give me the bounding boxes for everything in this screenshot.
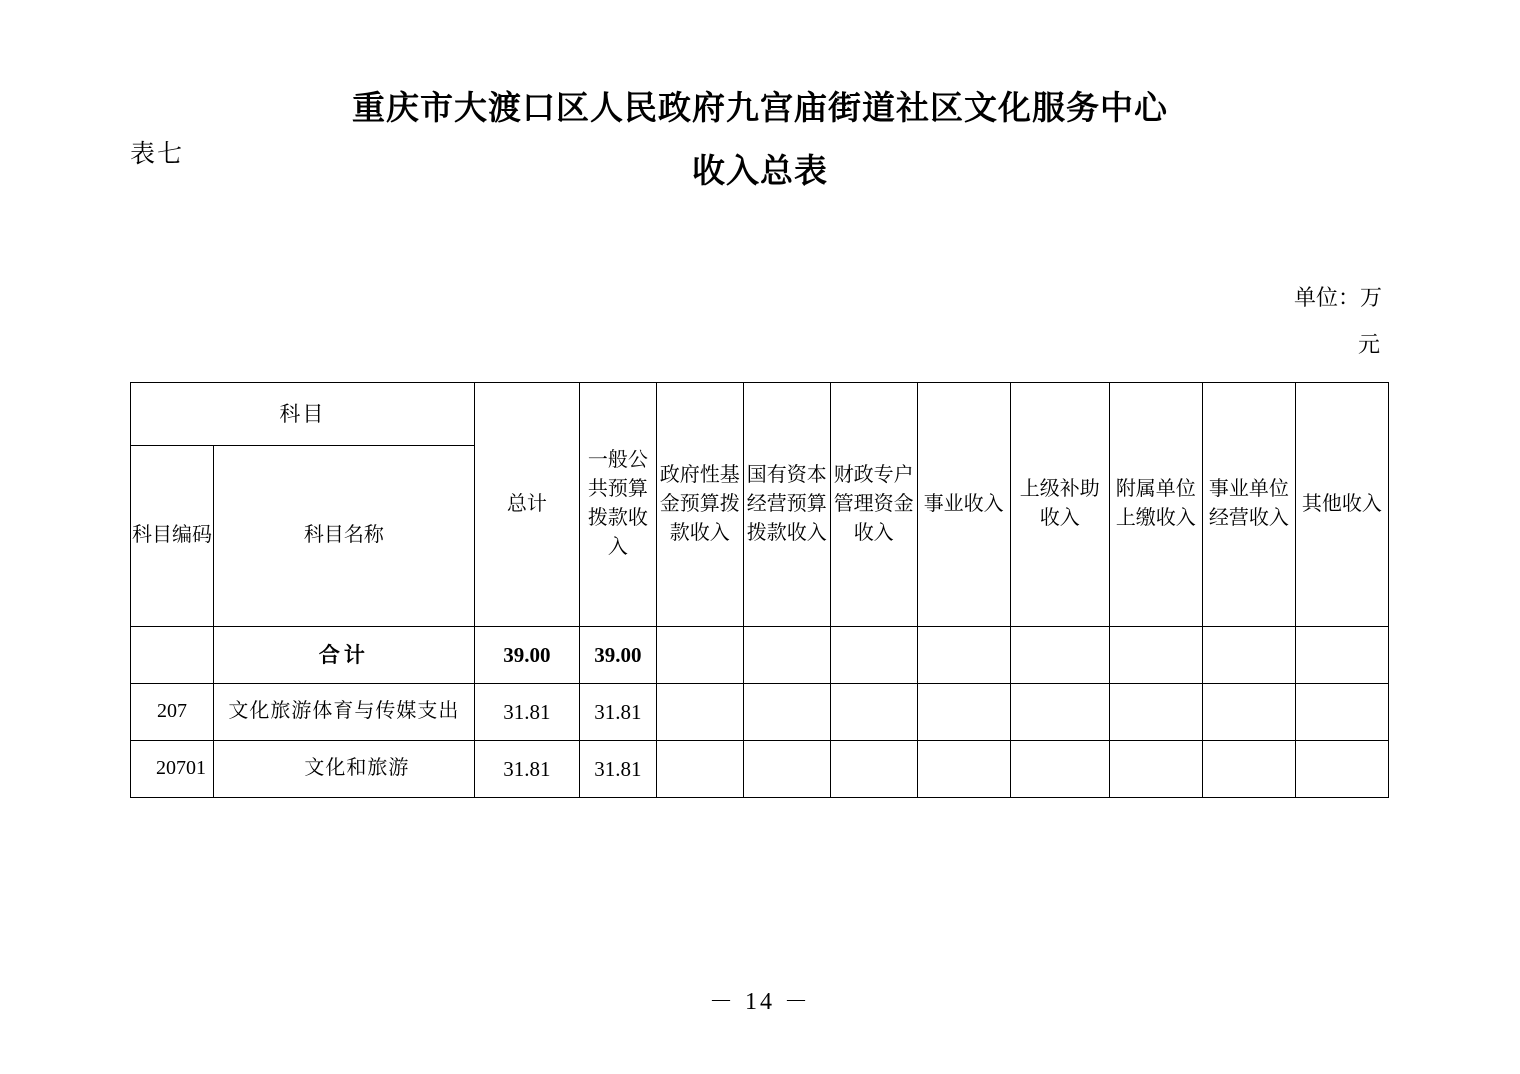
table-label: 表七 xyxy=(130,141,185,168)
header-affiliated-payment: 附属单位上缴收入 xyxy=(1109,382,1202,626)
page-number: － 14 － xyxy=(709,989,811,1015)
row-code: 20701 xyxy=(131,740,214,797)
table-header-row-1 xyxy=(131,382,1389,445)
row-code xyxy=(131,626,214,683)
row-special-account xyxy=(830,740,917,797)
header-gov-fund: 政府性基金预算拨款收入 xyxy=(656,382,743,626)
row-general-budget: 31.81 xyxy=(579,740,656,797)
header-superior-subsidy: 上级补助收入 xyxy=(1010,382,1109,626)
row-institution-income xyxy=(917,683,1010,740)
row-other-income xyxy=(1295,740,1388,797)
unit-note-line-1: 单位：万 xyxy=(1293,285,1382,311)
row-state-capital xyxy=(743,740,830,797)
row-total: 31.81 xyxy=(474,683,579,740)
header-institution-income: 事业收入 xyxy=(917,382,1010,626)
header-other-income: 其他收入 xyxy=(1295,382,1388,626)
row-name: 合计 xyxy=(213,626,474,683)
page-title xyxy=(130,0,1390,203)
row-other-income xyxy=(1295,683,1388,740)
row-superior-subsidy xyxy=(1010,683,1109,740)
title-line-2: 收入总表 xyxy=(692,153,828,190)
row-gov-fund xyxy=(656,683,743,740)
row-institution-business xyxy=(1202,626,1295,683)
row-gov-fund xyxy=(656,740,743,797)
header-name: 科目名称 xyxy=(213,445,474,626)
unit-note-line-2: 元 xyxy=(1357,331,1380,357)
row-superior-subsidy xyxy=(1010,626,1109,683)
income-summary-table xyxy=(130,382,1389,798)
table-row xyxy=(131,740,1389,797)
row-superior-subsidy xyxy=(1010,740,1109,797)
row-code: 207 xyxy=(131,683,214,740)
row-general-budget: 31.81 xyxy=(579,683,656,740)
header-subject-group: 科目 xyxy=(131,382,475,445)
row-affiliated-payment xyxy=(1109,683,1202,740)
title-line-1: 重庆市大渡口区人民政府九宫庙街道社区文化服务中心 xyxy=(352,91,1168,127)
row-special-account xyxy=(830,626,917,683)
row-institution-income xyxy=(917,626,1010,683)
header-institution-business: 事业单位经营收入 xyxy=(1202,382,1295,626)
table-row xyxy=(131,683,1389,740)
row-institution-business xyxy=(1202,683,1295,740)
row-name: 文化旅游体育与传媒支出 xyxy=(213,683,474,740)
header-state-capital: 国有资本经营预算拨款收入 xyxy=(743,382,830,626)
row-institution-income xyxy=(917,740,1010,797)
row-affiliated-payment xyxy=(1109,740,1202,797)
row-other-income xyxy=(1295,626,1388,683)
row-gov-fund xyxy=(656,626,743,683)
row-total: 39.00 xyxy=(474,626,579,683)
row-state-capital xyxy=(743,683,830,740)
header-general-budget: 一般公共预算拨款收入 xyxy=(579,382,656,626)
row-state-capital xyxy=(743,626,830,683)
row-total: 31.81 xyxy=(474,740,579,797)
table-row xyxy=(131,626,1389,683)
row-general-budget: 39.00 xyxy=(579,626,656,683)
unit-note xyxy=(130,275,1390,367)
row-name: 文化和旅游 xyxy=(213,740,474,797)
header-code: 科目编码 xyxy=(131,445,214,626)
header-special-account: 财政专户管理资金收入 xyxy=(830,382,917,626)
row-institution-business xyxy=(1202,740,1295,797)
row-special-account xyxy=(830,683,917,740)
row-affiliated-payment xyxy=(1109,626,1202,683)
header-total: 总计 xyxy=(474,382,579,626)
